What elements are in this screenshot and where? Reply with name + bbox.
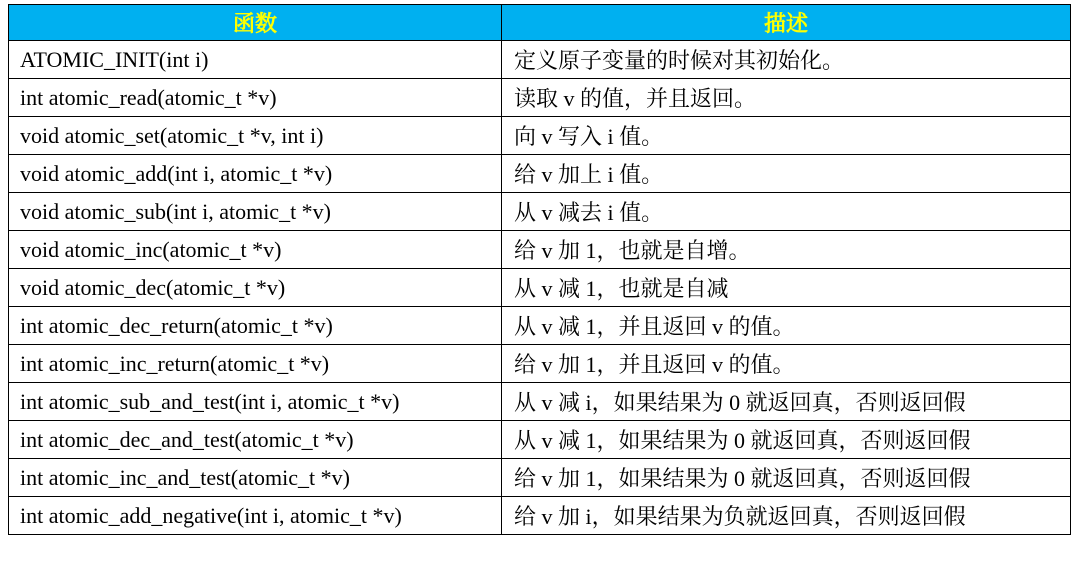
table-row xyxy=(9,117,1071,155)
description-cell: 从 v 减 i，如果结果为 0 就返回真，否则返回假 xyxy=(502,383,1071,421)
table-row xyxy=(9,383,1071,421)
description-cell: 读取 v 的值，并且返回。 xyxy=(502,79,1071,117)
description-cell: 给 v 加 i，如果结果为负就返回真，否则返回假 xyxy=(502,497,1071,535)
function-cell: int atomic_read(atomic_t *v) xyxy=(9,79,502,117)
table-row xyxy=(9,269,1071,307)
function-cell: int atomic_dec_return(atomic_t *v) xyxy=(9,307,502,345)
table-row xyxy=(9,155,1071,193)
table-row xyxy=(9,497,1071,535)
description-cell: 从 v 减 1，也就是自减 xyxy=(502,269,1071,307)
description-cell: 从 v 减 1，并且返回 v 的值。 xyxy=(502,307,1071,345)
function-cell: void atomic_sub(int i, atomic_t *v) xyxy=(9,193,502,231)
table-row xyxy=(9,459,1071,497)
description-cell: 给 v 加 1，也就是自增。 xyxy=(502,231,1071,269)
function-column-header: 函数 xyxy=(9,5,502,41)
table-header-row xyxy=(9,5,1071,41)
atomic-functions-table xyxy=(8,4,1071,535)
function-cell: void atomic_set(atomic_t *v, int i) xyxy=(9,117,502,155)
table-row xyxy=(9,41,1071,79)
function-cell: int atomic_inc_and_test(atomic_t *v) xyxy=(9,459,502,497)
description-cell: 给 v 加上 i 值。 xyxy=(502,155,1071,193)
table-row xyxy=(9,345,1071,383)
description-cell: 定义原子变量的时候对其初始化。 xyxy=(502,41,1071,79)
table-row xyxy=(9,421,1071,459)
function-cell: void atomic_inc(atomic_t *v) xyxy=(9,231,502,269)
function-cell: ATOMIC_INIT(int i) xyxy=(9,41,502,79)
function-cell: int atomic_add_negative(int i, atomic_t *v) xyxy=(9,497,502,535)
table-row xyxy=(9,231,1071,269)
description-column-header: 描述 xyxy=(502,5,1071,41)
table-row xyxy=(9,79,1071,117)
description-cell: 给 v 加 1，并且返回 v 的值。 xyxy=(502,345,1071,383)
description-cell: 从 v 减去 i 值。 xyxy=(502,193,1071,231)
description-cell: 从 v 减 1，如果结果为 0 就返回真，否则返回假 xyxy=(502,421,1071,459)
function-cell: int atomic_inc_return(atomic_t *v) xyxy=(9,345,502,383)
function-cell: int atomic_dec_and_test(atomic_t *v) xyxy=(9,421,502,459)
function-cell: int atomic_sub_and_test(int i, atomic_t *v) xyxy=(9,383,502,421)
table-row xyxy=(9,307,1071,345)
function-cell: void atomic_dec(atomic_t *v) xyxy=(9,269,502,307)
table-row xyxy=(9,193,1071,231)
description-cell: 给 v 加 1，如果结果为 0 就返回真，否则返回假 xyxy=(502,459,1071,497)
function-cell: void atomic_add(int i, atomic_t *v) xyxy=(9,155,502,193)
description-cell: 向 v 写入 i 值。 xyxy=(502,117,1071,155)
